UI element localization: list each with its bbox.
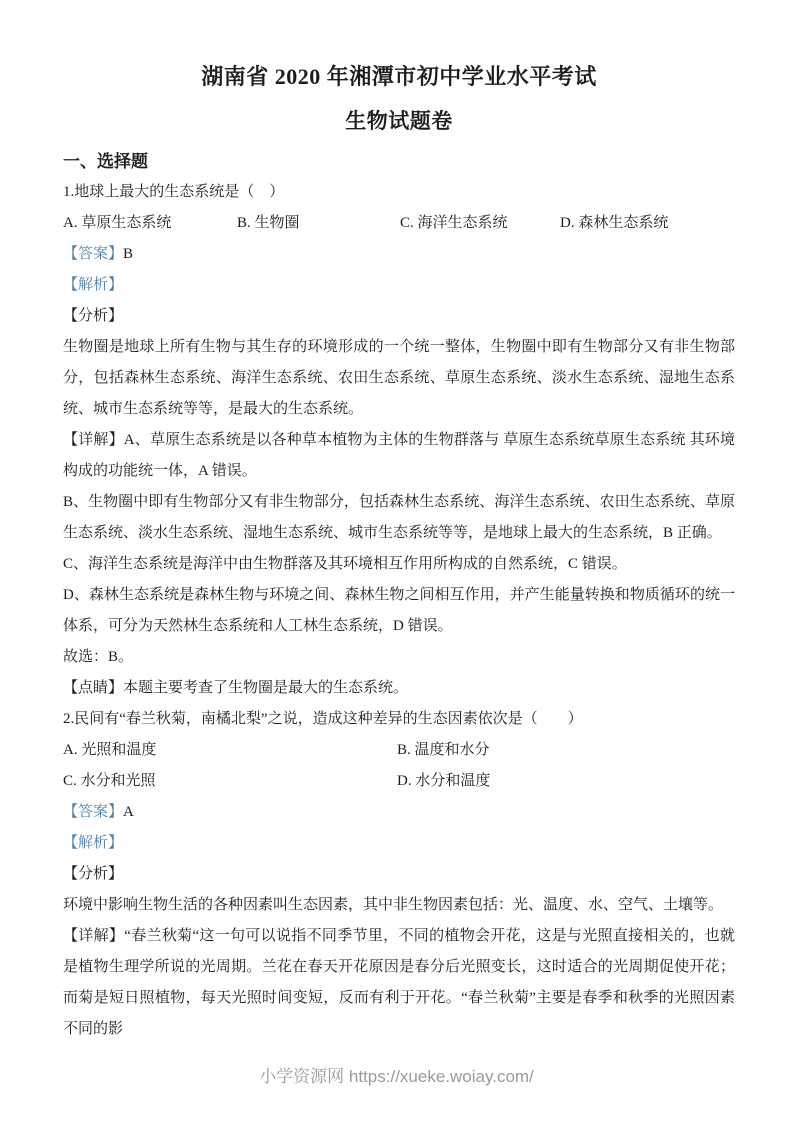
question-2-detail: 【详解】“春兰秋菊“这一句可以说指不同季节里，不同的植物会开花，这是与光照直接相关的，也就是植物生理学所说的光周期。兰花在春天开花原因是春分后光照变长，这时适合的光周期促使开花；而菊是短日照植物，每天光照时间变短，反而有利于开花。“春兰秋菊”主要是春季和秋季的光照因素不同的影 [63,928,735,1037]
footer-watermark: 小学资源网 https://xueke.woiay.com/ [259,1067,534,1086]
question-1-answer-line [63,239,735,270]
question-2-jiexi-label: 【解析】 [63,835,124,851]
question-2-options-row-1 [63,735,735,766]
question-2-option-c: C. 水分和光照 [63,773,156,789]
question-1-options [63,208,735,239]
question-1-tip: 【点睛】本题主要考查了生物圈是最大的生态系统。 [63,680,409,696]
question-1-analysis-paragraph: 生物圈是地球上所有生物与其生存的环境形成的一个统一整体，生物圈中即有生物部分又有非生物部分，包括森林生态系统、海洋生态系统、农田生态系统、草原生态系统、淡水生态系统、湿地生态系统、城市生态系统等等，是最大的生态系统。 [63,339,735,417]
page-subtitle: 生物试题卷 [345,109,453,133]
question-2-stem: 2.民间有“春兰秋菊，南橘北梨”之说，造成这种差异的生态因素依次是（ ） [63,711,583,727]
question-1-answer-value: B [123,246,134,262]
question-1-stem: 1.地球上最大的生态系统是（ ） [63,184,285,200]
question-1-jiexi-label: 【解析】 [63,277,124,293]
question-2-option-d: D. 水分和温度 [397,773,491,789]
question-2-jiexi-line [63,828,735,859]
question-1-detail-a: 【详解】A、草原生态系统是以各种草本植物为主体的生物群落与 草原生态系统草原生态系统 其环境构成的功能统一体，A 错误。 [63,432,735,479]
question-1-conclusion: 故选：B。 [63,649,134,665]
section-heading-choice-questions: 一、选择题 [63,152,148,171]
question-1-detail-c: C、海洋生态系统是海洋中由生物群落及其环境相互作用所构成的自然系统，C 错误。 [63,556,627,572]
question-1-answer-label: 【答案】 [63,246,124,262]
question-1-option-a: A. 草原生态系统 [63,215,172,231]
question-2-answer-line [63,797,735,828]
question-1-detail-d: D、森林生态系统是森林生物与环境之间、森林生物之间相互作用，并产生能量转换和物质循环的统一体系，可分为天然林生态系统和人工林生态系统，D 错误。 [63,587,735,634]
question-1-detail-b: B、生物圈中即有生物部分又有非生物部分，包括森林生态系统、海洋生态系统、农田生态系统、草原生态系统、淡水生态系统、湿地生态系统、城市生态系统等等，是地球上最大的生态系统，B 正确。 [63,494,735,541]
question-2-option-a: A. 光照和温度 [63,742,157,758]
question-1-option-d: D. 森林生态系统 [560,215,669,231]
question-1-fenxi-line: 【分析】 [63,308,124,324]
question-1-jiexi-line [63,270,735,301]
page-title: 湖南省 2020 年湘潭市初中学业水平考试 [201,64,597,89]
question-2-analysis-paragraph: 环境中影响生物生活的各种因素叫生态因素，其中非生物因素包括：光、温度、水、空气、土壤等。 [63,897,724,913]
question-1-option-c: C. 海洋生态系统 [400,215,508,231]
question-2-option-b: B. 温度和水分 [397,742,490,758]
question-1-option-b: B. 生物圈 [237,215,300,231]
question-2-fenxi-line: 【分析】 [63,866,124,882]
question-2-answer-value: A [123,804,134,820]
question-2-options-row-2 [63,766,735,797]
question-2-answer-label: 【答案】 [63,804,124,820]
